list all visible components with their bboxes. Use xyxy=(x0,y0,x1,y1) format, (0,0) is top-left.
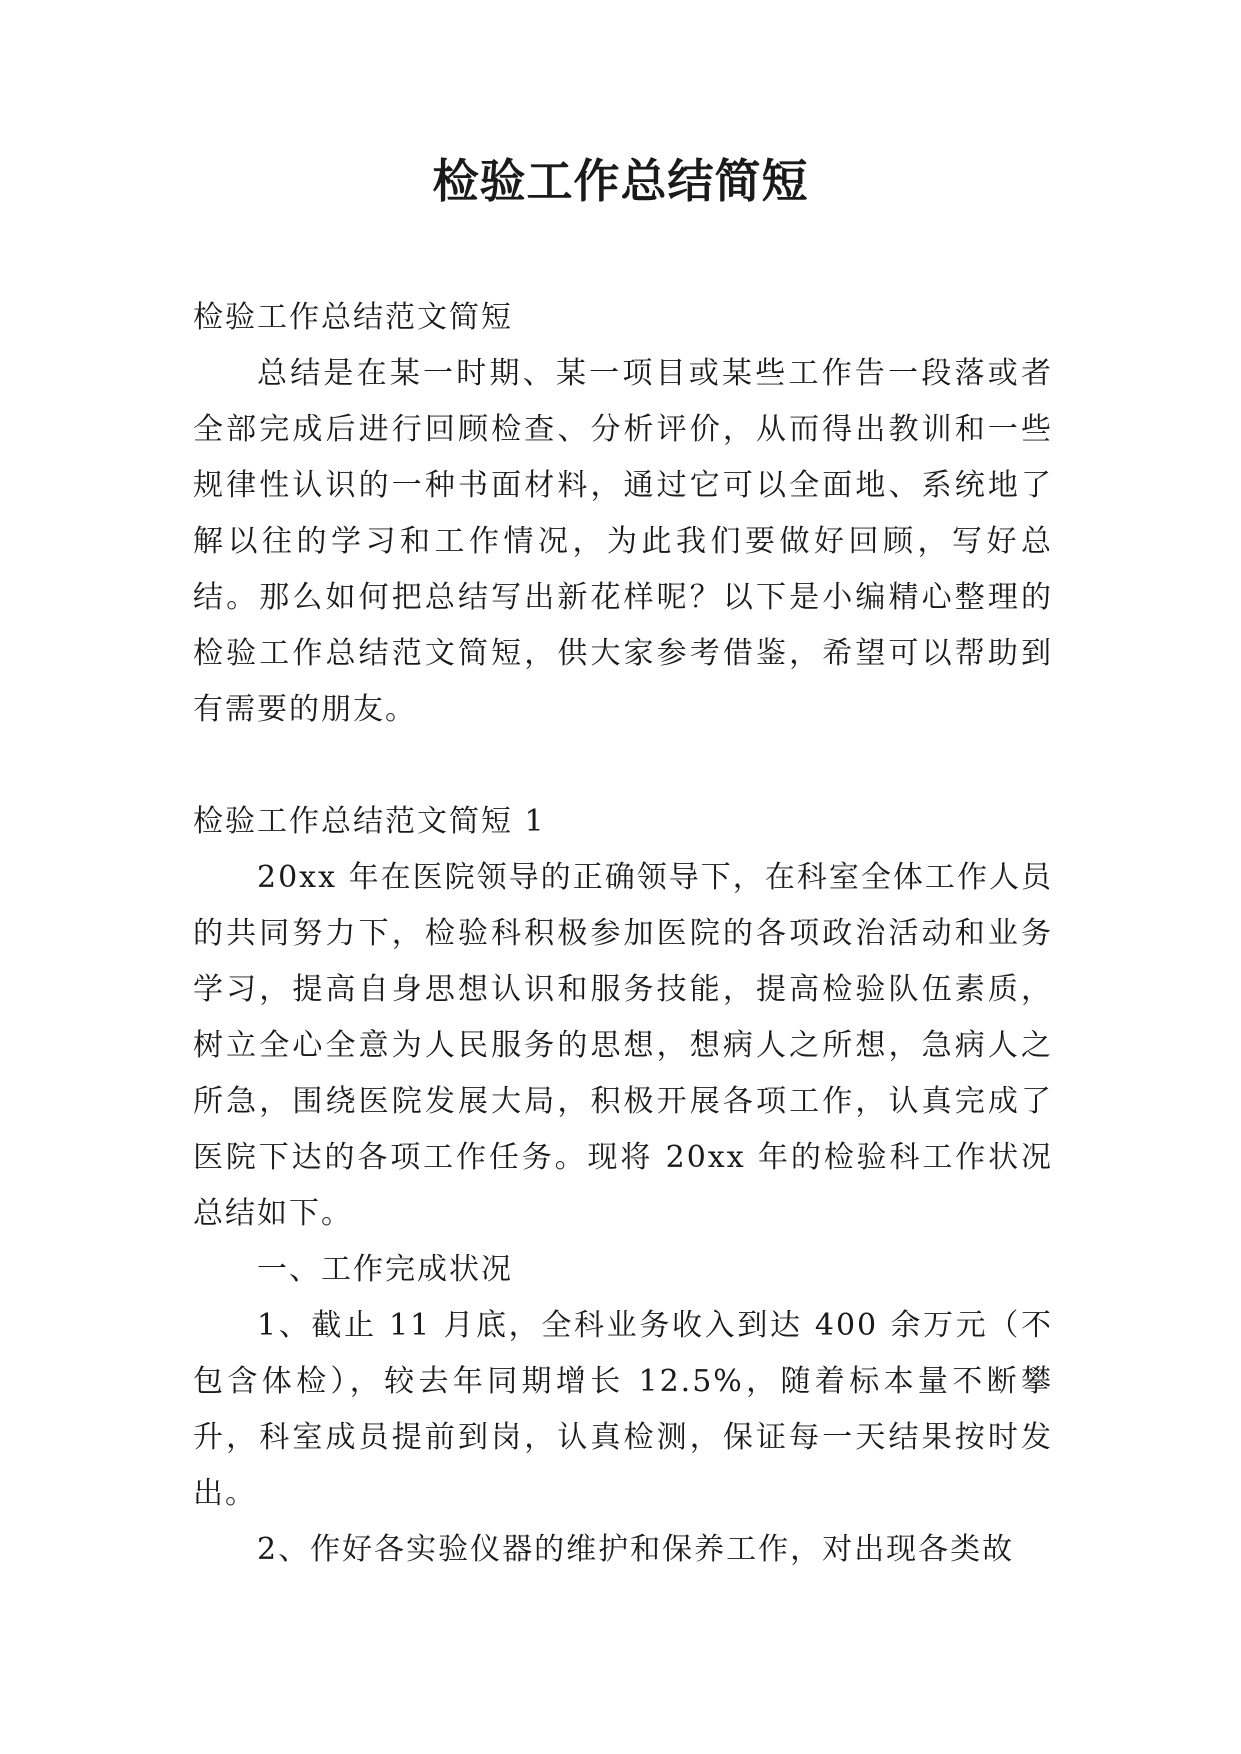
document-body xyxy=(193,290,1053,1578)
document-title: 检验工作总结简短 xyxy=(432,154,809,208)
paragraph-spacer xyxy=(193,738,1053,794)
intro-paragraph: 总结是在某一时期、某一项目或某些工作告一段落或者全部完成后进行回顾检查、分析评价，从而得出教训和一些规律性认识的一种书面材料，通过它可以全面地、系统地了解以往的学习和工作情况，为此我们要做好回顾，写好总结。那么如何把总结写出新花样呢？以下是小编精心整理的检验工作总结范文简短，供大家参考借鉴，希望可以帮助到有需要的朋友。 xyxy=(193,356,1053,727)
intro-heading: 检验工作总结范文简短 xyxy=(193,300,513,335)
section1-paragraph: 20xx 年在医院领导的正确领导下，在科室全体工作人员的共同努力下，检验科积极参加医院的各项政治活动和业务学习，提高自身思想认识和服务技能，提高检验队伍素质，树立全心全意为人民服务的思想，想病人之所想，急病人之所急，围绕医院发展大局，积极开展各项工作，认真完成了医院下达的各项工作任务。现将 20xx 年的检验科工作状况总结如下。 xyxy=(193,860,1053,1231)
list-item-1: 1、截止 11 月底，全科业务收入到达 400 余万元（不包含体检），较去年同期增长 12.5%，随着标本量不断攀升，科室成员提前到岗，认真检测，保证每一天结果按时发出。 xyxy=(193,1308,1053,1511)
section1-heading: 检验工作总结范文简短 1 xyxy=(193,804,546,839)
list-item-2: 2、作好各实验仪器的维护和保养工作，对出现各类故 xyxy=(257,1532,1015,1567)
subheading-work-status: 一、工作完成状况 xyxy=(257,1252,513,1287)
